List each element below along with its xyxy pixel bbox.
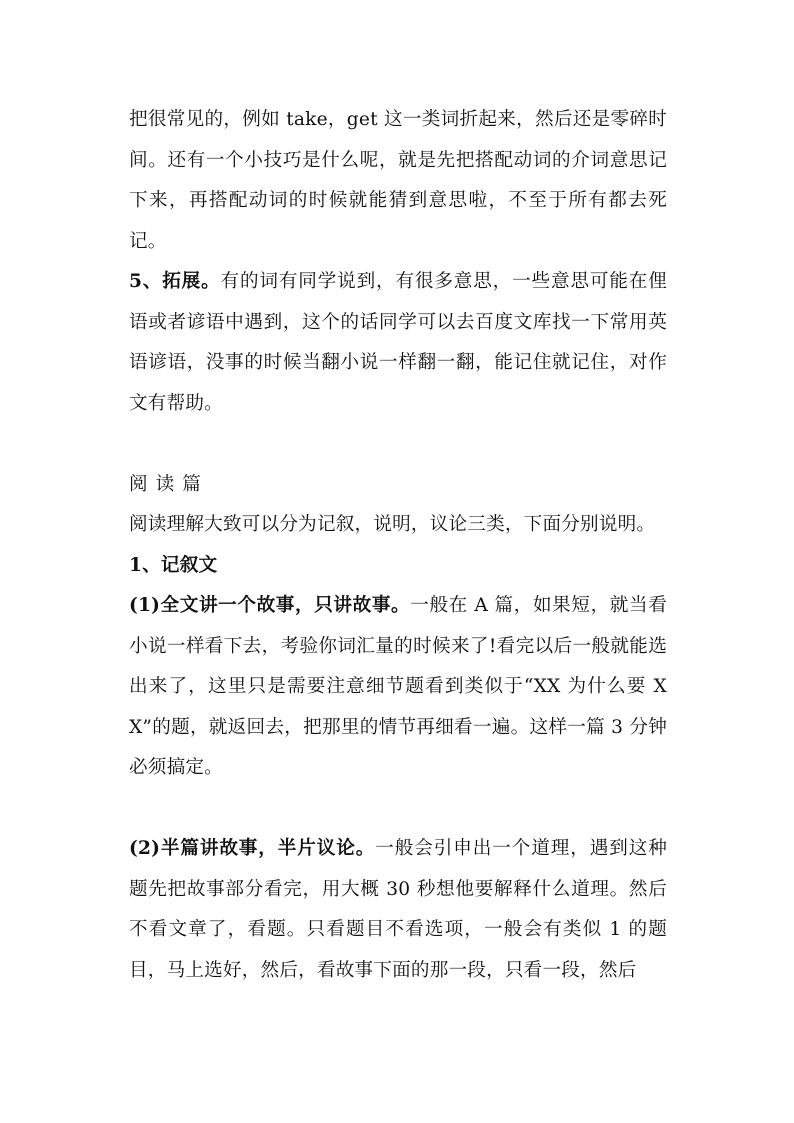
point-body-story-only: 一般在 A 篇，如果短，就当看小说一样看下去，考验你词汇量的时候来了!看完以后一般就能选出来了，这里只是需要注意细节题看到类似于“XX 为什么要 XX”的题，就返回去，把那里的情节再细看一遍。这样一篇 3 分钟必须搞定。 xyxy=(129,595,668,778)
point-heading-half-story: (2)半篇讲故事，半片议论。 xyxy=(129,838,376,859)
point-body-half-story: 一般会引申出一个道理，遇到这种题先把故事部分看完，用大概 30 秒想他要解释什么道理。然后不看文章了，看题。只看题目不看选项，一般会有类似 1 的题目，马上选好，然后，看故事下面的那一段，只看一段，然后 xyxy=(129,838,667,981)
document-page xyxy=(129,100,667,991)
paragraph-narrative-1 xyxy=(129,586,667,789)
point-heading-expand: 5、拓展。 xyxy=(129,271,221,292)
paragraph-reading-intro: 阅读理解大致可以分为记叙，说明，议论三类，下面分别说明。 xyxy=(129,514,656,535)
spacer xyxy=(129,789,667,830)
point-heading-story-only: (1)全文讲一个故事，只讲故事。 xyxy=(129,595,411,616)
paragraph-expand xyxy=(129,262,667,424)
spacer xyxy=(129,424,667,465)
heading-narrative: 1、记叙文 xyxy=(129,554,218,576)
point-body-expand: 有的词有同学说到，有很多意思，一些意思可能在俚语或者谚语中遇到，这个的话同学可以去百度文库找一下常用英语谚语，没事的时候当翻小说一样翻一翻，能记住就记住，对作文有帮助。 xyxy=(129,271,667,414)
paragraph-vocab-tips: 把很常见的，例如 take，get 这一类词折起来，然后还是零碎时间。还有一个小技巧是什么呢，就是先把搭配动词的介词意思记下来，再搭配动词的时候就能猜到意思啦，不至于所有都去死记。 xyxy=(129,109,667,252)
paragraph-narrative-2 xyxy=(129,829,667,991)
section-title-reading: 阅读篇 xyxy=(129,473,209,495)
